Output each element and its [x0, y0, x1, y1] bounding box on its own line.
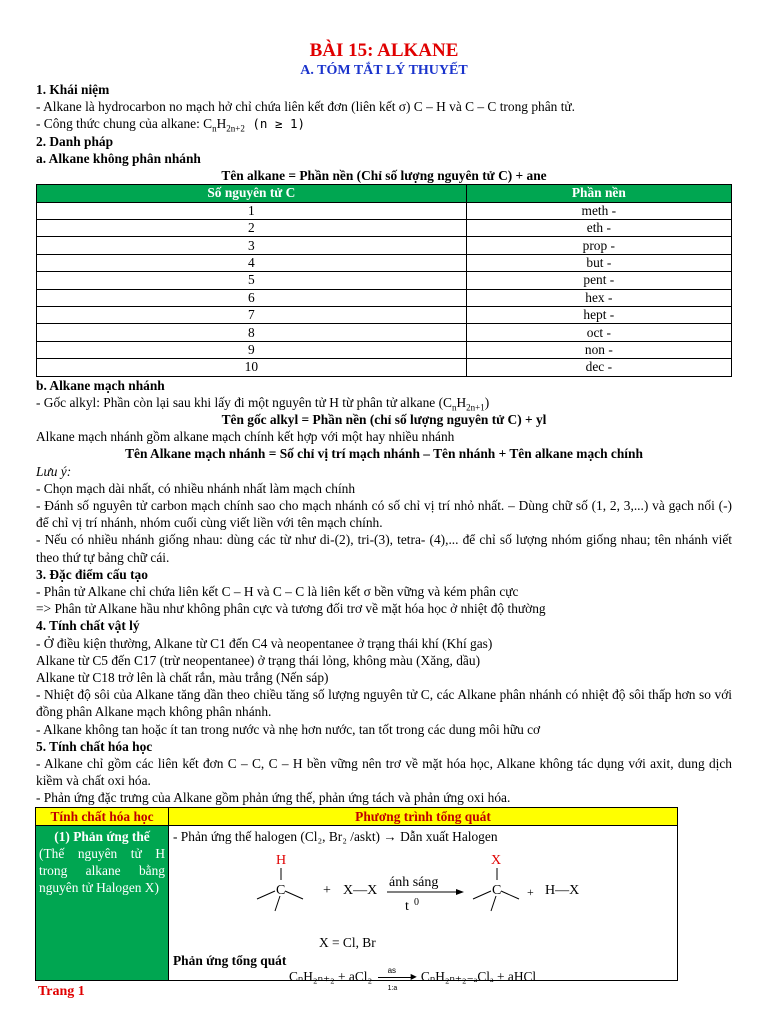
condition-top: ánh sáng [389, 875, 439, 890]
reaction-type-desc: (Thế nguyên tử H trong alkane bằng nguyên tử Halogen X) [39, 845, 165, 895]
page-title: BÀI 15: ALKANE [309, 40, 459, 61]
bond-line [275, 896, 280, 911]
reaction-type-title: (1) Phản ứng thế [54, 828, 150, 844]
table-row: 1 meth - [37, 202, 732, 219]
table-row: 6 hex - [37, 289, 732, 306]
table-row: 2 eth - [37, 220, 732, 237]
alkyl-name-formula: Tên gốc alkyl = Phần nền (chỉ số lượng nguyên tử C) + yl [221, 411, 547, 427]
section-2-heading: 2. Danh pháp [36, 133, 114, 149]
general-equation [289, 965, 537, 992]
s4-line2: Alkane từ C5 đến C17 (trừ neopentanee) ở trạng thái lỏng, không màu (Xăng, dầu) [36, 652, 481, 668]
section-5-heading: 5. Tính chất hóa học [36, 738, 153, 754]
bond-line [491, 896, 496, 911]
condition-degree: 0 [414, 897, 419, 908]
table-row: 7 hept - [37, 306, 732, 323]
branched-name-formula: Tên Alkane mạch nhánh = Số chỉ vị trí mạch nhánh – Tên nhánh + Tên alkane mạch chính [125, 446, 643, 462]
mol-hx: H—X [545, 883, 580, 898]
mol-x-label: X [491, 853, 502, 868]
s2-sub-a: a. Alkane không phân nhánh [36, 150, 201, 166]
s5-line1: - Alkane chỉ gồm các liên kết đơn C – C, C – H bền vững nên trơ về mặt hóa học, Alkane không tác dụng với axit, dung dịch kiềm và chất oxi hóa. [36, 755, 732, 789]
bond-line [257, 891, 275, 899]
table-row: 5 pent - [37, 272, 732, 289]
page-subtitle: A. TÓM TẮT LÝ THUYẾT [300, 63, 468, 78]
s2-sub-b: b. Alkane mạch nhánh [36, 377, 165, 393]
reaction-header-property: Tính chất hóa học [36, 807, 169, 825]
reaction-arrow-head [456, 889, 464, 895]
reaction-header-equation: Phương trình tổng quát [169, 807, 678, 825]
note-3: - Nếu có nhiều nhánh giống nhau: dùng các từ như di-(2), tri-(3), tetra- (4),... để chỉ số lượng nhóm giống nhau; tên nhánh viết theo thứ tự bảng chữ cái. [36, 532, 732, 565]
mol-c-left: C [276, 883, 286, 898]
general-reaction-label: Phản ứng tổng quát [173, 952, 287, 968]
bond-line [501, 891, 519, 899]
table-header-prefix: Phần nền [466, 185, 731, 202]
general-arrow: as ▶ 1:a [376, 971, 418, 985]
table-row: 10 dec - [37, 359, 732, 376]
table-row: 4 but - [37, 254, 732, 271]
section-4-heading: 4. Tính chất vật lý [36, 618, 140, 634]
table-row: 8 oct - [37, 324, 732, 341]
x-definition: X = Cl, Br [319, 934, 376, 950]
mol-h-label: H [276, 853, 287, 868]
plus-1: + [323, 883, 331, 898]
page-footer: Trang 1 [38, 984, 85, 999]
general-left: CₙH₂ₙ₊₂ + aCl₂ [289, 968, 373, 984]
s1-line2: - Công thức chung của alkane: $C_nH_{2n+2}$ (n ≥ 1) [36, 116, 306, 135]
s4-line4: - Nhiệt độ sôi của Alkane tăng dần theo chiều tăng số lượng nguyên tử C, các Alkane phân nhánh có nhiệt độ sôi thấp hơn so với đồng phân Alkane mạch không phân nhánh. [36, 687, 732, 720]
branched-line: Alkane mạch nhánh gồm alkane mạch chính kết hợp với một hay nhiều nhánh [36, 429, 455, 445]
reaction-type-cell [36, 825, 169, 980]
section-1-heading: 1. Khái niệm [36, 82, 110, 97]
prefix-table [36, 184, 732, 376]
section-3-heading: 3. Đặc điểm cấu tạo [36, 566, 148, 582]
substitution-line: - Phản ứng thế halogen (Cl₂, Br₂ /askt) → Dẫn xuất Halogen [173, 828, 498, 844]
plus-2: + [527, 885, 534, 899]
reaction-equation-cell [169, 825, 678, 992]
bond-line [473, 891, 491, 899]
table-row: 9 non - [37, 341, 732, 358]
s1-line1: - Alkane là hydrocarbon no mạch hở chỉ chứa liên kết đơn (liên kết σ) C – H và C – C trong phân tử. [36, 99, 576, 115]
alkane-name-formula: Tên alkane = Phần nền (Chỉ số lượng nguyên tử C) + ane [221, 168, 547, 184]
mol-xx: X—X [343, 883, 378, 898]
table-row: 3 prop - [37, 237, 732, 254]
note-2: - Đánh số nguyên tử carbon mạch chính sao cho mạch nhánh có số chỉ vị trí nhỏ nhất. – Dùng chữ số (1, 2, 3,...) và gạch nối (-) để chỉ vị trí nhánh, nhóm cuối cùng viết liền với tên mạch chính. [36, 497, 732, 531]
table-header-carbon: Số nguyên tử C [37, 185, 467, 202]
note-label: Lưu ý: [36, 463, 72, 479]
s3-line2: => Phân tử Alkane hầu như không phân cực và tương đối trơ về mặt hóa học ở nhiệt độ thường [36, 601, 546, 617]
s5-line2: - Phản ứng đặc trưng của Alkane gồm phản ứng thế, phản ứng tách và phản ứng oxi hóa. [36, 790, 511, 806]
s4-line5: - Alkane không tan hoặc ít tan trong nước và nhẹ hơn nước, tan tốt trong các dung môi hữu cơ [36, 721, 541, 737]
s3-line1: - Phân tử Alkane chỉ chứa liên kết C – H và C – C là liên kết σ bền vững và kém phân cực [36, 583, 519, 599]
note-1: - Chọn mạch dài nhất, có nhiều nhánh nhất làm mạch chính [36, 480, 356, 496]
alkyl-definition: - Gốc alkyl: Phần còn lại sau khi lấy đi một nguyên tử H từ phân tử alkane $(C_nH_{2n+1})$ [36, 394, 490, 413]
mol-c-right: C [492, 883, 502, 898]
s4-line3: Alkane từ C18 trở lên là chất rắn, màu trắng (Nến sáp) [36, 669, 329, 685]
general-right: CₙH₂ₙ₊₂₋ₐClₐ + aHCl [420, 968, 537, 984]
condition-bottom: t [405, 899, 409, 914]
substitution-diagram [173, 845, 673, 925]
s4-line1: - Ở điều kiện thường, Alkane từ C1 đến C4 và neopentanee ở trạng thái khí (Khí gas) [36, 635, 493, 651]
bond-line [285, 891, 303, 899]
